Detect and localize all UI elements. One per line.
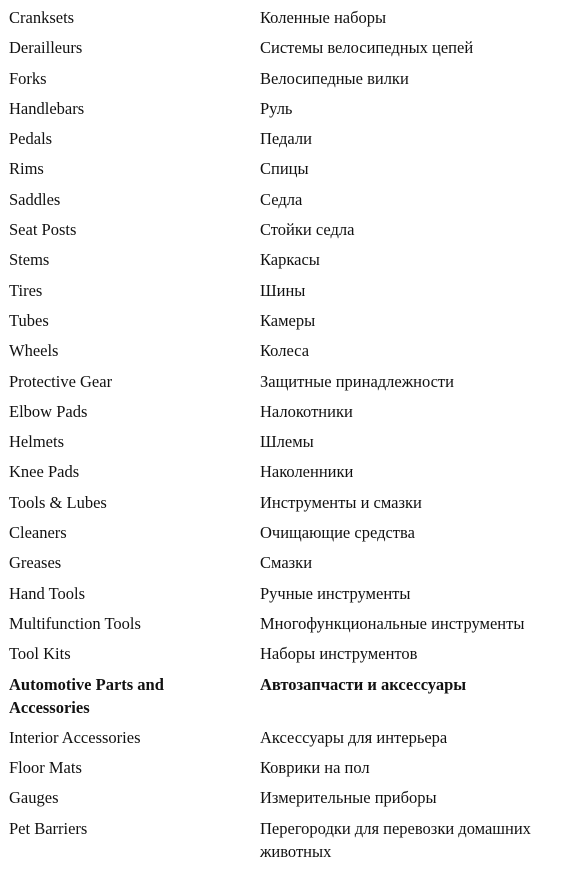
term-russian: Шины: [260, 280, 306, 300]
glossary-row-gauges: [0, 786, 583, 816]
term-english: Gauges: [9, 788, 59, 808]
term-english: Elbow Pads: [9, 401, 88, 421]
glossary-row-interior-accessories: [0, 726, 583, 756]
term-russian: Шлемы: [260, 432, 314, 452]
term-english: Interior Accessories: [9, 727, 141, 747]
glossary-row-tools-lubes: [0, 491, 583, 521]
glossary-row-pet-barriers: [0, 817, 583, 870]
section-heading-russian: Автозапчасти и аксессуары: [260, 674, 467, 694]
glossary-row-hand-tools: [0, 582, 583, 612]
term-english: Seat Posts: [9, 220, 77, 240]
term-english: Tools & Lubes: [9, 492, 107, 512]
term-russian: Инструменты и смазки: [260, 492, 422, 512]
term-english: Helmets: [9, 432, 64, 452]
term-english: Wheels: [9, 341, 59, 361]
glossary-row-tires: [0, 279, 583, 309]
term-russian: Колеса: [260, 341, 310, 361]
term-russian: Очищающие средства: [260, 523, 415, 543]
glossary-row-multifunction-tools: [0, 612, 583, 642]
term-russian: Перегородки для перевозки домашних животных: [260, 818, 531, 861]
glossary-row-saddles: [0, 188, 583, 218]
glossary-row-greases: [0, 551, 583, 581]
section-heading-english: Automotive Parts and Accessories: [9, 674, 164, 717]
glossary-row-wheels: [0, 339, 583, 369]
glossary-row-stems: [0, 248, 583, 278]
term-russian: Защитные принадлежности: [260, 371, 454, 391]
glossary-section-heading-automotive: [0, 673, 583, 726]
term-english: Rims: [9, 159, 44, 179]
term-english: Saddles: [9, 189, 61, 209]
glossary-row-pedals: [0, 127, 583, 157]
term-russian: Ручные инструменты: [260, 583, 411, 603]
term-russian: Налокотники: [260, 401, 353, 421]
term-russian: Системы велосипедных цепей: [260, 38, 474, 58]
glossary-row-tubes: [0, 309, 583, 339]
term-english: Tool Kits: [9, 644, 71, 664]
term-russian: Коврики на пол: [260, 758, 370, 778]
term-russian: Стойки седла: [260, 220, 355, 240]
term-russian: Наборы инструментов: [260, 644, 418, 664]
term-english: Cleaners: [9, 523, 67, 543]
term-english: Forks: [9, 68, 47, 88]
glossary-row-helmets: [0, 430, 583, 460]
term-english: Cranksets: [9, 8, 75, 27]
term-russian: Руль: [260, 98, 293, 118]
term-english: Knee Pads: [9, 462, 80, 482]
term-english: Pet Barriers: [9, 818, 88, 838]
glossary-row-cleaners: [0, 521, 583, 551]
term-russian: Педали: [260, 129, 312, 149]
glossary-row-elbow-pads: [0, 400, 583, 430]
term-english: Multifunction Tools: [9, 613, 141, 633]
glossary-row-knee-pads: [0, 460, 583, 490]
term-russian: Смазки: [260, 553, 313, 573]
term-english: Pedals: [9, 129, 53, 149]
term-russian: Наколенники: [260, 462, 354, 482]
term-russian: Спицы: [260, 159, 309, 179]
term-english: Greases: [9, 553, 62, 573]
term-english: Tires: [9, 280, 43, 300]
term-russian: Аксессуары для интерьера: [260, 727, 448, 747]
term-english: Hand Tools: [9, 583, 85, 603]
term-russian: Велосипедные вилки: [260, 68, 409, 88]
term-russian: Коленные наборы: [260, 8, 387, 27]
term-english: Handlebars: [9, 98, 85, 118]
term-english: Floor Mats: [9, 758, 82, 778]
glossary-row-protective-gear: [0, 370, 583, 400]
glossary-row-rims: [0, 157, 583, 187]
glossary-row-seat-posts: [0, 218, 583, 248]
glossary-row-handlebars: [0, 97, 583, 127]
term-russian: Каркасы: [260, 250, 320, 270]
term-english: Stems: [9, 250, 50, 270]
glossary-row-forks: [0, 67, 583, 97]
term-english: Tubes: [9, 310, 49, 330]
glossary-row-cranksets: [0, 6, 583, 36]
term-english: Derailleurs: [9, 38, 83, 58]
term-english: Protective Gear: [9, 371, 113, 391]
term-russian: Камеры: [260, 310, 316, 330]
glossary-row-tool-kits: [0, 642, 583, 672]
glossary-row-floor-mats: [0, 756, 583, 786]
term-russian: Многофункциональные инструменты: [260, 613, 525, 633]
term-russian: Измерительные приборы: [260, 788, 437, 808]
term-russian: Седла: [260, 189, 303, 209]
glossary-row-derailleurs: [0, 36, 583, 66]
